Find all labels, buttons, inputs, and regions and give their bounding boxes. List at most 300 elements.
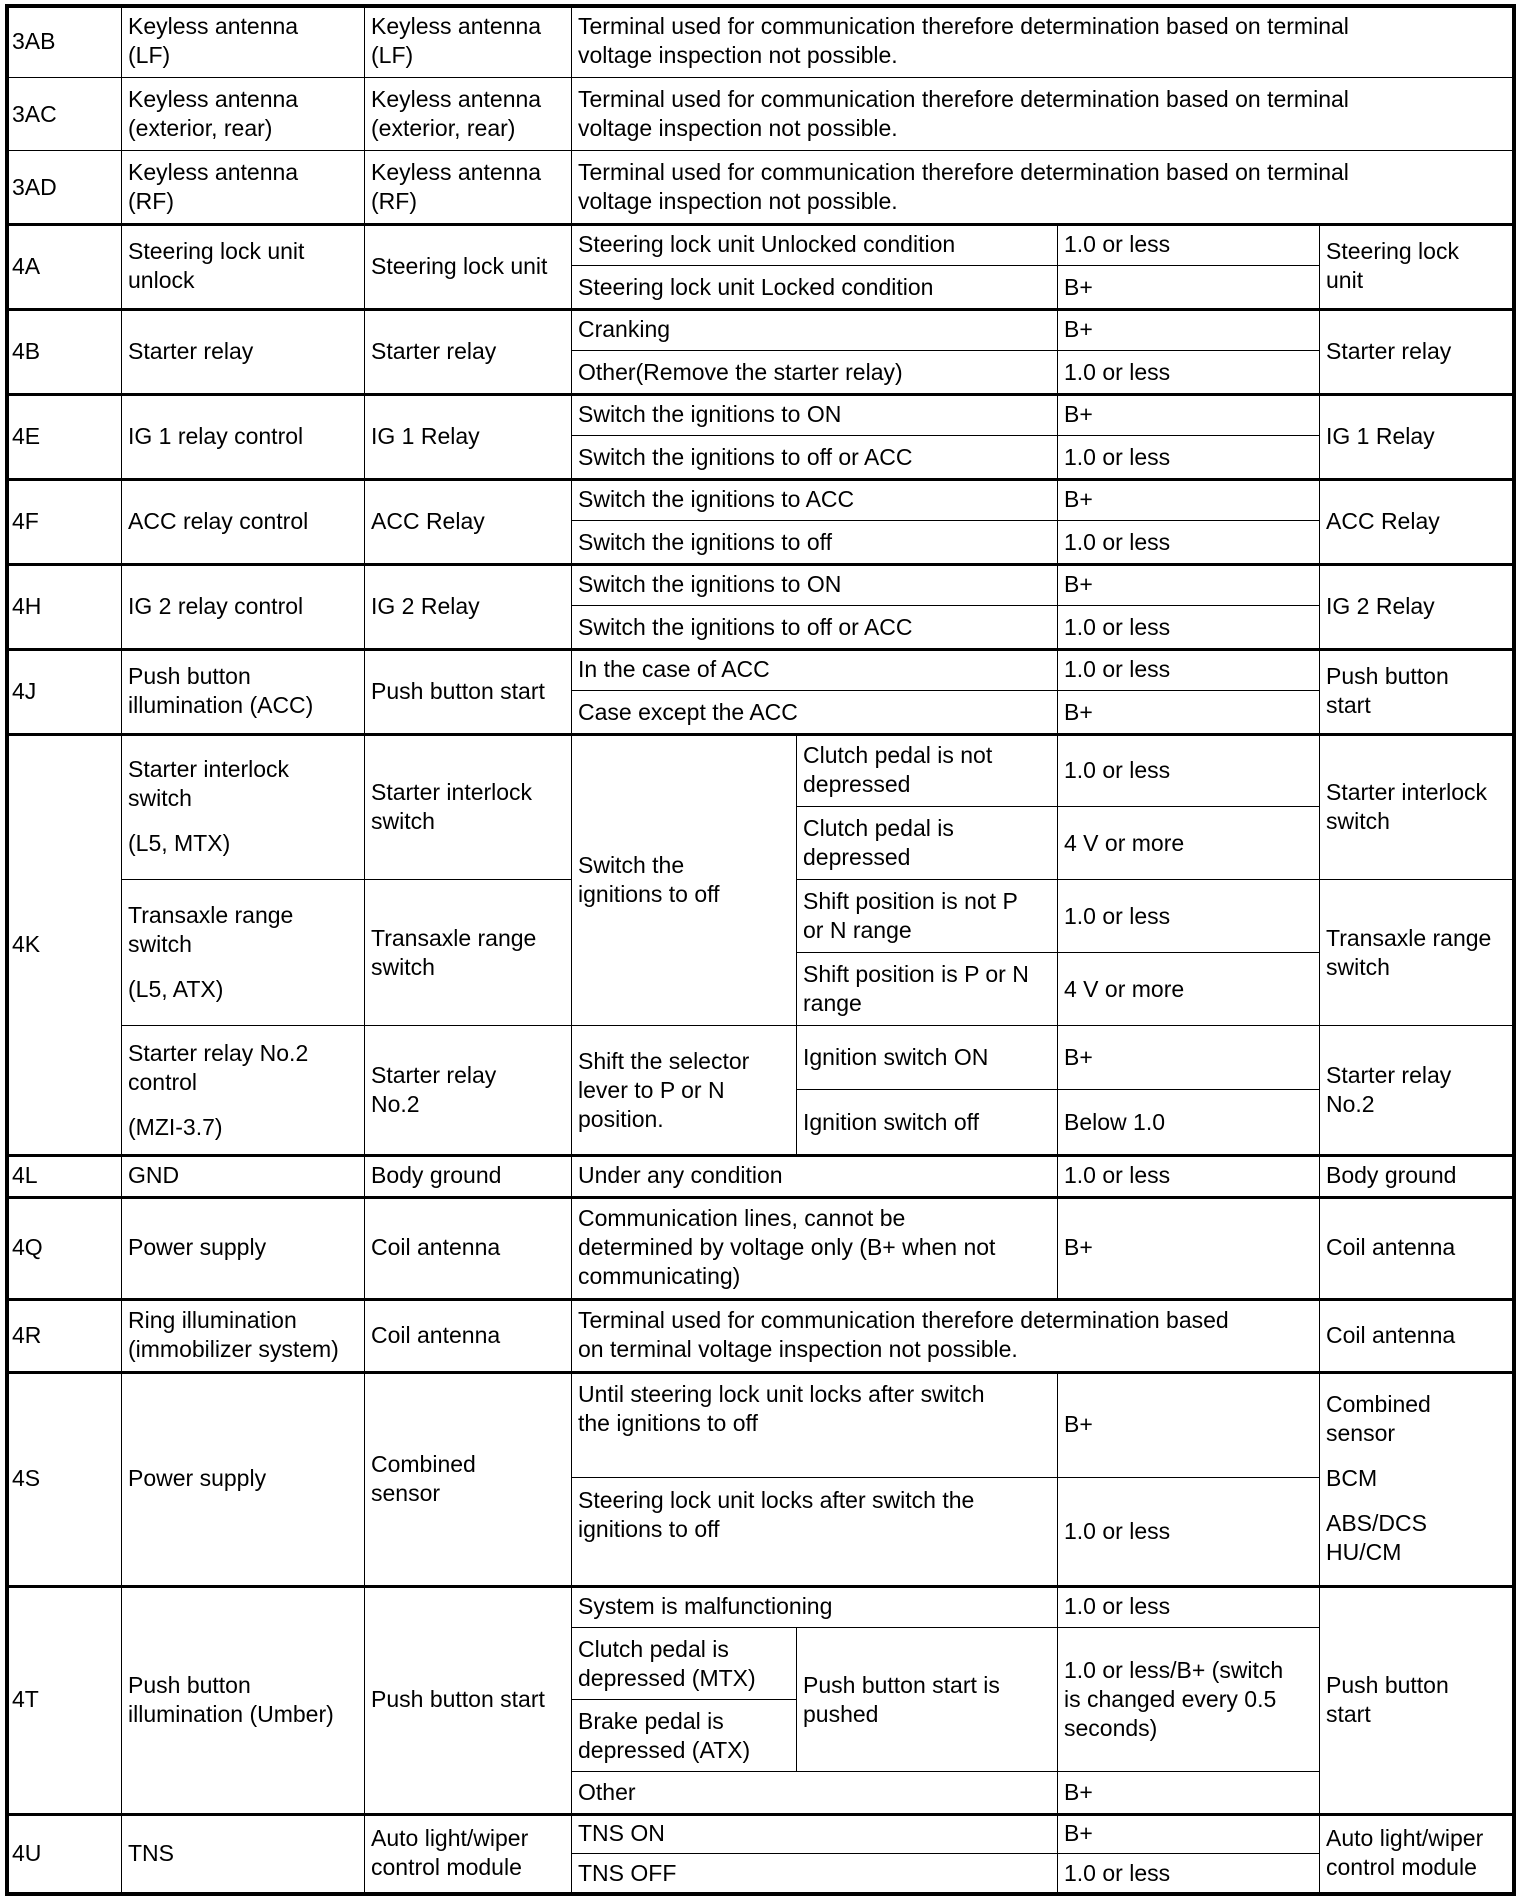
inspection-text: Starter relay	[1326, 1062, 1452, 1088]
inspection-item-cell	[1319, 733, 1514, 880]
condition-text: Shift the selector	[578, 1047, 750, 1074]
voltage-cell	[1057, 879, 1320, 953]
inspection-text: Transaxle range	[1326, 924, 1492, 951]
condition-text: Switch the ignitions to off	[578, 528, 832, 555]
note-cell	[571, 4, 1514, 78]
inspection-text: IG 1 Relay	[1326, 422, 1435, 449]
voltage-value: 4 V or more	[1064, 975, 1185, 1002]
terminal-id: 4L	[12, 1162, 38, 1188]
connected-text: control module	[371, 1854, 522, 1880]
function-text: Starter relay No.2	[128, 1039, 309, 1066]
terminal-cell	[5, 563, 122, 649]
terminal-id: 4U	[12, 1839, 42, 1866]
function-cell	[121, 150, 365, 224]
terminal-cell	[5, 150, 122, 224]
voltage-cell	[1057, 223, 1320, 266]
connected-text: Combined	[371, 1450, 476, 1477]
connected-text: Coil antenna	[371, 1234, 501, 1260]
connected-text: Push button start	[371, 677, 545, 704]
condition-text: ignitions to off	[578, 1516, 720, 1542]
condition-text: Clutch pedal is	[803, 815, 954, 841]
function-text: (RF)	[128, 188, 174, 214]
condition-cell	[571, 605, 1058, 649]
voltage-cell	[1057, 1477, 1320, 1586]
condition-text: In the case of ACC	[578, 656, 770, 682]
condition-text: Shift position is not P	[803, 888, 1018, 914]
voltage-cell	[1057, 806, 1320, 880]
condition-cell	[571, 478, 1058, 521]
condition-cell	[571, 308, 1058, 351]
inspection-text: start	[1326, 692, 1371, 718]
terminal-id: 4B	[12, 337, 41, 364]
function-cell	[121, 879, 365, 1026]
inspection-text: sensor	[1326, 1420, 1396, 1446]
terminal-cell	[5, 1371, 122, 1586]
connected-to-cell	[364, 1196, 572, 1299]
terminal-cell	[5, 1154, 122, 1197]
function-variant: (MZI-3.7)	[128, 1113, 223, 1140]
note-text: Terminal used for communication therefore determination based on terminal	[578, 86, 1349, 112]
inspection-item-cell	[1319, 1298, 1514, 1372]
function-text: Transaxle range	[128, 902, 294, 928]
voltage-value: B+	[1064, 698, 1093, 725]
condition-text: Case except the ACC	[578, 698, 798, 725]
condition-cell	[796, 879, 1058, 953]
terminal-cell	[5, 308, 122, 394]
condition-cell	[796, 1627, 1058, 1772]
function-text: Power supply	[128, 1465, 267, 1491]
condition-text: Ignition switch off	[803, 1108, 980, 1135]
condition-text: TNS OFF	[578, 1859, 677, 1886]
inspection-text: Body ground	[1326, 1162, 1457, 1188]
note-cell	[571, 150, 1514, 224]
connected-text: Keyless antenna	[371, 86, 542, 112]
function-cell	[121, 1196, 365, 1299]
condition-text: Steering lock unit Unlocked condition	[578, 231, 956, 257]
function-text: Steering lock unit	[128, 238, 305, 264]
inspection-item-cell	[1319, 308, 1514, 394]
voltage-cell	[1057, 1154, 1320, 1197]
inspection-item-cell	[1319, 879, 1514, 1026]
voltage-value: B+	[1064, 1411, 1093, 1437]
main-condition-cell	[571, 1025, 797, 1155]
voltage-value: 1.0 or less	[1064, 443, 1171, 470]
voltage-cell	[1057, 1196, 1320, 1299]
condition-cell	[571, 690, 1058, 734]
connected-to-cell	[364, 4, 572, 78]
function-text: illumination (ACC)	[128, 692, 314, 718]
voltage-cell	[1057, 265, 1320, 309]
function-text: (LF)	[128, 42, 171, 68]
connected-text: Keyless antenna	[371, 159, 542, 185]
voltage-value: 1.0 or less	[1064, 1593, 1171, 1619]
condition-cell	[571, 393, 1058, 436]
voltage-cell	[1057, 1813, 1320, 1854]
function-cell	[121, 393, 365, 479]
condition-text: Switch the ignitions to ON	[578, 571, 842, 597]
inspection-text: Combined	[1326, 1391, 1431, 1417]
connected-to-cell	[364, 1025, 572, 1155]
terminal-cell	[5, 1813, 122, 1893]
connected-text: Transaxle range	[371, 924, 537, 951]
condition-text: Switch the ignitions to ACC	[578, 486, 855, 512]
inspection-item-cell	[1319, 478, 1514, 564]
inspection-text: ACC Relay	[1326, 507, 1440, 534]
connected-text: Keyless antenna	[371, 13, 542, 39]
terminal-id: 4R	[12, 1321, 42, 1348]
function-cell	[121, 223, 365, 309]
inspection-item-cell	[1319, 1196, 1514, 1299]
terminal-id: 4J	[12, 677, 37, 704]
condition-text: position.	[578, 1105, 664, 1132]
terminal-id: 4Q	[12, 1234, 43, 1260]
voltage-cell	[1057, 1853, 1320, 1893]
function-text: IG 2 relay control	[128, 592, 304, 619]
voltage-cell	[1057, 952, 1320, 1026]
terminal-id: 4A	[12, 252, 41, 279]
connected-to-cell	[364, 648, 572, 734]
voltage-value: B+	[1064, 316, 1093, 342]
voltage-value: B+	[1064, 486, 1093, 512]
function-text: ACC relay control	[128, 507, 309, 534]
condition-cell	[571, 223, 1058, 266]
terminal-cell	[5, 1585, 122, 1814]
condition-text: Clutch pedal is	[578, 1635, 729, 1662]
inspection-text: Starter interlock	[1326, 778, 1488, 805]
inspection-text: BCM	[1326, 1465, 1378, 1491]
condition-cell	[796, 1025, 1058, 1090]
condition-cell	[571, 435, 1058, 479]
condition-cell	[571, 1585, 1058, 1628]
main-condition-cell	[571, 733, 797, 1026]
terminal-id: 4S	[12, 1465, 41, 1491]
condition-text: Cranking	[578, 316, 671, 342]
inspection-item-cell	[1319, 223, 1514, 309]
voltage-cell	[1057, 733, 1320, 807]
connected-text: (RF)	[371, 188, 417, 214]
condition-text: Until steering lock unit locks after switch	[578, 1381, 985, 1407]
condition-text: Switch the ignitions to ON	[578, 401, 842, 427]
voltage-value: 1.0 or less	[1064, 358, 1171, 385]
voltage-cell	[1057, 1627, 1320, 1772]
function-cell	[121, 1154, 365, 1197]
inspection-text: No.2	[1326, 1091, 1375, 1117]
note-cell	[571, 1298, 1320, 1372]
condition-text: depressed (ATX)	[578, 1736, 751, 1763]
connected-to-cell	[364, 1154, 572, 1197]
voltage-cell	[1057, 520, 1320, 564]
condition-cell	[571, 1853, 1058, 1893]
voltage-cell	[1057, 435, 1320, 479]
function-text: Keyless antenna	[128, 159, 299, 185]
inspection-text: Auto light/wiper	[1326, 1825, 1484, 1851]
voltage-value: 1.0 or less/B+ (switch	[1064, 1657, 1284, 1683]
condition-text: communicating)	[578, 1263, 741, 1289]
condition-text: Communication lines, cannot be	[578, 1205, 906, 1231]
function-text: Ring illumination	[128, 1307, 297, 1333]
terminal-id: 4K	[12, 930, 41, 957]
voltage-value: 1.0 or less	[1064, 1162, 1171, 1188]
terminal-cell	[5, 1196, 122, 1299]
function-text: Push button	[128, 1671, 251, 1698]
condition-cell	[571, 520, 1058, 564]
sub-condition-cell	[571, 1627, 797, 1700]
terminal-id: 3AD	[12, 173, 57, 200]
condition-text: System is malfunctioning	[578, 1593, 833, 1619]
function-cell	[121, 308, 365, 394]
voltage-cell	[1057, 648, 1320, 691]
function-cell	[121, 478, 365, 564]
voltage-cell	[1057, 1371, 1320, 1478]
voltage-cell	[1057, 563, 1320, 606]
function-text: GND	[128, 1162, 180, 1188]
function-text: switch	[128, 931, 192, 957]
condition-cell	[796, 1089, 1058, 1155]
condition-text: Steering lock unit Locked condition	[578, 273, 934, 300]
connected-to-cell	[364, 1371, 572, 1586]
function-text: Starter interlock	[128, 756, 290, 782]
condition-text: Clutch pedal is not	[803, 742, 993, 768]
function-cell	[121, 563, 365, 649]
condition-text: depressed (MTX)	[578, 1664, 756, 1691]
voltage-value: 1.0 or less	[1064, 902, 1171, 929]
inspection-text: start	[1326, 1700, 1371, 1727]
condition-text: determined by voltage only (B+ when not	[578, 1234, 996, 1260]
voltage-value: 4 V or more	[1064, 829, 1185, 856]
voltage-cell	[1057, 478, 1320, 521]
condition-text: TNS ON	[578, 1820, 665, 1846]
condition-cell	[571, 648, 1058, 691]
voltage-value: 1.0 or less	[1064, 231, 1171, 257]
connected-text: Auto light/wiper	[371, 1825, 529, 1851]
connected-to-cell	[364, 1585, 572, 1814]
condition-text: the ignitions to off	[578, 1410, 758, 1436]
condition-cell	[571, 1371, 1058, 1478]
connected-text: No.2	[371, 1091, 420, 1117]
terminal-cell	[5, 393, 122, 479]
inspection-text: Push button	[1326, 1671, 1449, 1698]
inspection-text: ABS/DCS	[1326, 1510, 1427, 1536]
inspection-item-cell	[1319, 1585, 1514, 1814]
voltage-cell	[1057, 1025, 1320, 1090]
condition-cell	[571, 1771, 1058, 1814]
voltage-value: 1.0 or less	[1064, 656, 1171, 682]
connected-text: Starter relay	[371, 337, 497, 364]
function-cell	[121, 1813, 365, 1893]
inspection-text: HU/CM	[1326, 1539, 1402, 1565]
voltage-value: is changed every 0.5	[1064, 1686, 1277, 1712]
function-cell	[121, 733, 365, 880]
condition-text: depressed	[803, 771, 911, 797]
connected-to-cell	[364, 879, 572, 1026]
connected-text: (LF)	[371, 42, 414, 68]
function-text: Starter relay	[128, 337, 254, 364]
condition-text: or N range	[803, 917, 912, 943]
terminal-id: 4E	[12, 422, 41, 449]
function-text: unlock	[128, 267, 195, 293]
connected-to-cell	[364, 308, 572, 394]
condition-text: Shift position is P or N	[803, 961, 1029, 987]
condition-text: Switch the	[578, 851, 685, 878]
sub-condition-cell	[571, 1699, 797, 1772]
note-text: Terminal used for communication therefore determination based on terminal	[578, 13, 1349, 39]
function-variant: (L5, ATX)	[128, 976, 224, 1002]
connected-to-cell	[364, 150, 572, 224]
terminal-id: 3AC	[12, 100, 57, 127]
terminal-cell	[5, 1298, 122, 1372]
voltage-value: B+	[1064, 273, 1093, 300]
voltage-cell	[1057, 1771, 1320, 1814]
voltage-value: B+	[1064, 571, 1093, 597]
function-text: IG 1 relay control	[128, 422, 304, 449]
voltage-cell	[1057, 350, 1320, 394]
connected-text: Starter relay	[371, 1062, 497, 1088]
terminal-id: 4H	[12, 592, 42, 619]
voltage-value: 1.0 or less	[1064, 528, 1171, 555]
function-cell	[121, 4, 365, 78]
condition-text: Other	[578, 1779, 636, 1805]
terminal-cell	[5, 223, 122, 309]
voltage-value: 1.0 or less	[1064, 756, 1171, 783]
connected-text: (exterior, rear)	[371, 115, 516, 141]
voltage-cell	[1057, 1089, 1320, 1155]
terminal-cell	[5, 77, 122, 151]
function-text: (immobilizer system)	[128, 1336, 339, 1362]
connected-to-cell	[364, 1298, 572, 1372]
voltage-value: Below 1.0	[1064, 1108, 1166, 1135]
note-text: voltage inspection not possible.	[578, 115, 898, 141]
inspection-item-cell	[1319, 1371, 1514, 1586]
inspection-text: Push button	[1326, 663, 1449, 689]
connected-to-cell	[364, 223, 572, 309]
condition-cell	[571, 265, 1058, 309]
connected-text: sensor	[371, 1479, 441, 1506]
inspection-text: switch	[1326, 953, 1390, 980]
condition-text: ignitions to off	[578, 880, 720, 907]
inspection-text: Steering lock	[1326, 238, 1459, 264]
condition-text: Under any condition	[578, 1162, 783, 1188]
inspection-text: Coil antenna	[1326, 1234, 1456, 1260]
function-text: Push button	[128, 663, 251, 689]
connected-text: Starter interlock	[371, 778, 533, 805]
function-text: control	[128, 1068, 198, 1095]
function-cell	[121, 1025, 365, 1155]
inspection-item-cell	[1319, 1813, 1514, 1893]
function-text: TNS	[128, 1839, 174, 1866]
voltage-value: 1.0 or less	[1064, 1518, 1171, 1544]
voltage-value: B+	[1064, 1779, 1093, 1805]
connected-to-cell	[364, 393, 572, 479]
function-variant: (L5, MTX)	[128, 830, 231, 856]
condition-cell	[571, 1813, 1058, 1854]
connected-text: Body ground	[371, 1162, 502, 1188]
connected-text: IG 1 Relay	[371, 422, 480, 449]
function-cell	[121, 1585, 365, 1814]
voltage-cell	[1057, 1585, 1320, 1628]
note-text: on terminal voltage inspection not possible.	[578, 1336, 1018, 1362]
condition-text: Switch the ignitions to off or ACC	[578, 613, 913, 640]
inspection-text: switch	[1326, 807, 1390, 834]
voltage-value: B+	[1064, 1234, 1093, 1260]
voltage-cell	[1057, 308, 1320, 351]
inspection-item-cell	[1319, 648, 1514, 734]
condition-text: depressed	[803, 844, 911, 870]
inspection-item-cell	[1319, 563, 1514, 649]
note-text: voltage inspection not possible.	[578, 188, 898, 214]
condition-cell	[571, 350, 1058, 394]
connected-to-cell	[364, 478, 572, 564]
note-text: Terminal used for communication therefore determination based	[578, 1307, 1229, 1333]
condition-cell	[571, 563, 1058, 606]
function-cell	[121, 648, 365, 734]
inspection-text: unit	[1326, 267, 1364, 293]
terminal-cell	[5, 478, 122, 564]
connected-text: switch	[371, 807, 435, 834]
condition-text: Brake pedal is	[578, 1707, 724, 1734]
inspection-item-cell	[1319, 393, 1514, 479]
terminal-id: 3AB	[12, 27, 56, 54]
voltage-value: B+	[1064, 1820, 1093, 1846]
function-text: illumination (Umber)	[128, 1700, 334, 1727]
connected-text: switch	[371, 953, 435, 980]
terminal-cell	[5, 4, 122, 78]
condition-text: Steering lock unit locks after switch the	[578, 1487, 975, 1513]
condition-text: Ignition switch ON	[803, 1044, 989, 1070]
function-cell	[121, 1298, 365, 1372]
voltage-cell	[1057, 605, 1320, 649]
condition-text: Switch the ignitions to off or ACC	[578, 443, 913, 470]
inspection-text: Starter relay	[1326, 337, 1452, 364]
connected-text: IG 2 Relay	[371, 592, 480, 619]
connected-to-cell	[364, 1813, 572, 1893]
connected-text: Steering lock unit	[371, 252, 548, 279]
connected-text: Coil antenna	[371, 1321, 501, 1348]
condition-text: range	[803, 990, 862, 1016]
voltage-value: B+	[1064, 1044, 1093, 1070]
voltage-cell	[1057, 690, 1320, 734]
terminal-id: 4T	[12, 1686, 39, 1712]
condition-cell	[571, 1154, 1058, 1197]
voltage-cell	[1057, 393, 1320, 436]
function-cell	[121, 1371, 365, 1586]
connected-to-cell	[364, 77, 572, 151]
condition-cell	[796, 952, 1058, 1026]
inspection-text: Coil antenna	[1326, 1321, 1456, 1348]
note-text: Terminal used for communication therefore determination based on terminal	[578, 159, 1349, 185]
connected-to-cell	[364, 733, 572, 880]
function-cell	[121, 77, 365, 151]
note-text: voltage inspection not possible.	[578, 42, 898, 68]
function-text: (exterior, rear)	[128, 115, 273, 141]
inspection-item-cell	[1319, 1154, 1514, 1197]
condition-cell	[571, 1196, 1058, 1299]
voltage-value: 1.0 or less	[1064, 1859, 1171, 1886]
voltage-value: seconds)	[1064, 1715, 1158, 1741]
terminal-id: 4F	[12, 507, 39, 534]
note-cell	[571, 77, 1514, 151]
condition-cell	[796, 733, 1058, 807]
inspection-text: control module	[1326, 1854, 1477, 1880]
condition-text: Other(Remove the starter relay)	[578, 358, 903, 385]
inspection-text: IG 2 Relay	[1326, 592, 1435, 619]
voltage-value: B+	[1064, 401, 1093, 427]
voltage-value: 1.0 or less	[1064, 613, 1171, 640]
function-text: Keyless antenna	[128, 86, 299, 112]
function-text: Power supply	[128, 1234, 267, 1260]
condition-text: Push button start is	[803, 1671, 1000, 1698]
inspection-item-cell	[1319, 1025, 1514, 1155]
connected-text: ACC Relay	[371, 507, 485, 534]
